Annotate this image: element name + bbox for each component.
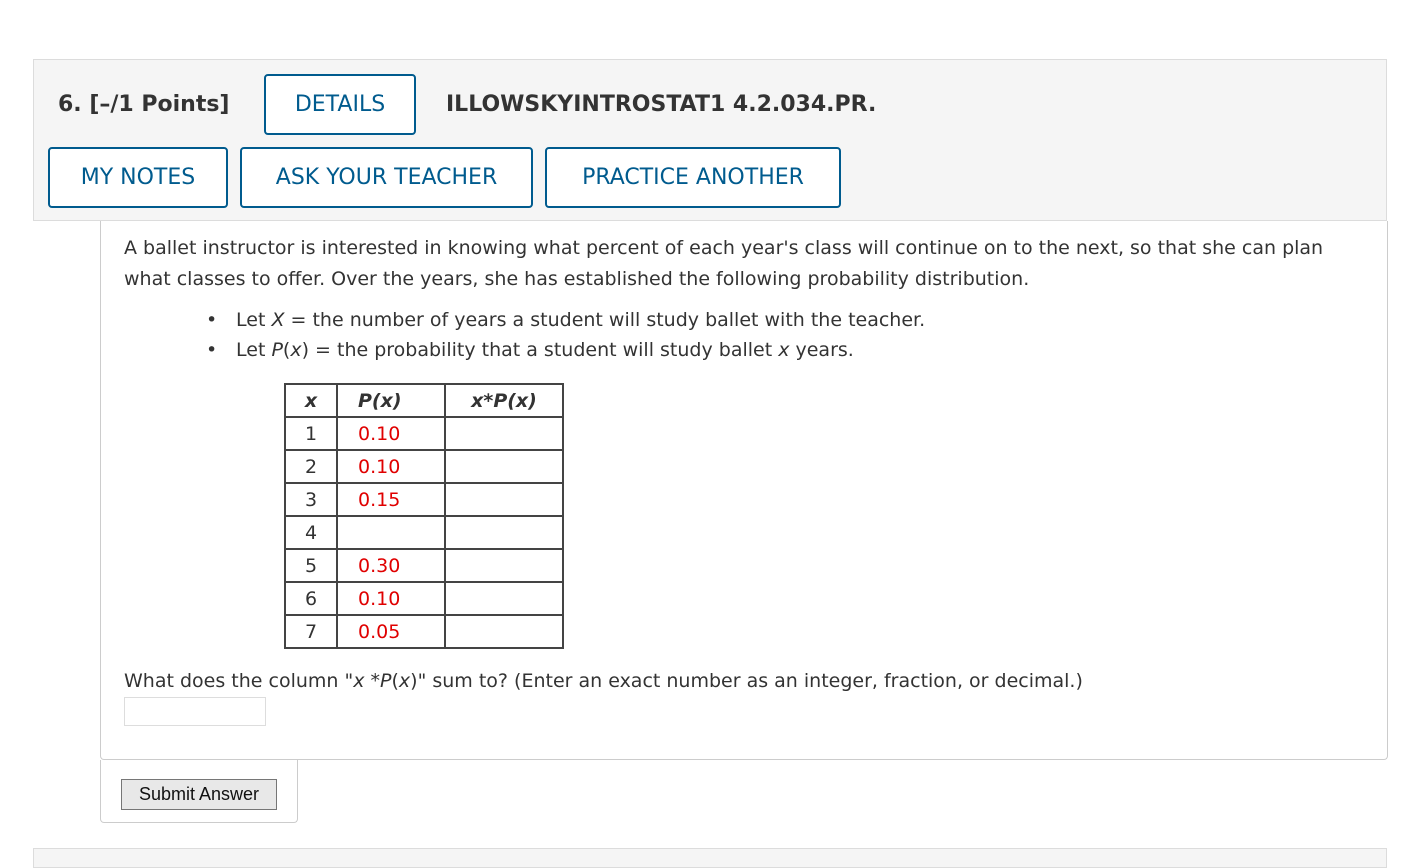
cell-xpx — [445, 483, 563, 516]
cell-px: 0.15 — [337, 483, 445, 516]
probability-table — [284, 383, 564, 649]
cell-xpx — [445, 549, 563, 582]
cell-x: 5 — [285, 549, 337, 582]
table-row — [285, 549, 563, 582]
table-row — [285, 582, 563, 615]
table-row — [285, 615, 563, 648]
question-header — [33, 59, 1387, 221]
table-row — [285, 483, 563, 516]
question-prompt: What does the column "x *P(x)" sum to? (Enter an exact number as an integer, fraction, or decimal.) — [124, 670, 1083, 692]
cell-xpx — [445, 450, 563, 483]
cell-x: 7 — [285, 615, 337, 648]
next-question-header — [33, 848, 1387, 868]
my-notes-button[interactable]: MY NOTES — [48, 147, 228, 208]
table-header-row — [285, 384, 563, 417]
answer-input[interactable] — [124, 697, 266, 726]
cell-px: 0.10 — [337, 417, 445, 450]
problem-intro: A ballet instructor is interested in knowing what percent of each year's class will continue on to the next, so that she can plan what classes to offer. Over the years, she has established the following probability distribution. — [124, 237, 1324, 290]
cell-px: 0.05 — [337, 615, 445, 648]
cell-x: 1 — [285, 417, 337, 450]
definition-px: • Let P(x) = the probability that a student will study ballet x years. — [206, 335, 925, 365]
column-header-x: x — [285, 384, 337, 417]
cell-xpx — [445, 516, 563, 549]
question-number: 6. [–/1 Points] — [58, 92, 230, 117]
cell-x: 6 — [285, 582, 337, 615]
cell-x: 4 — [285, 516, 337, 549]
cell-px: 0.30 — [337, 549, 445, 582]
table-row — [285, 417, 563, 450]
table-row — [285, 516, 563, 549]
column-header-xpx: x*P(x) — [445, 384, 563, 417]
cell-x: 2 — [285, 450, 337, 483]
cell-xpx — [445, 417, 563, 450]
cell-xpx — [445, 615, 563, 648]
submit-area — [100, 760, 298, 823]
cell-xpx — [445, 582, 563, 615]
ask-your-teacher-button[interactable]: ASK YOUR TEACHER — [240, 147, 533, 208]
submit-answer-button[interactable]: Submit Answer — [121, 779, 277, 810]
table-row — [285, 450, 563, 483]
details-button[interactable]: DETAILS — [264, 74, 416, 135]
definition-list — [206, 305, 925, 365]
question-body — [100, 221, 1388, 760]
column-header-px: P(x) — [337, 384, 445, 417]
cell-px: 0.10 — [337, 582, 445, 615]
cell-x: 3 — [285, 483, 337, 516]
cell-px — [337, 516, 445, 549]
practice-another-button[interactable]: PRACTICE ANOTHER — [545, 147, 841, 208]
definition-x: • Let X = the number of years a student will study ballet with the teacher. — [206, 305, 925, 335]
question-reference: ILLOWSKYINTROSTAT1 4.2.034.PR. — [446, 92, 877, 117]
cell-px: 0.10 — [337, 450, 445, 483]
